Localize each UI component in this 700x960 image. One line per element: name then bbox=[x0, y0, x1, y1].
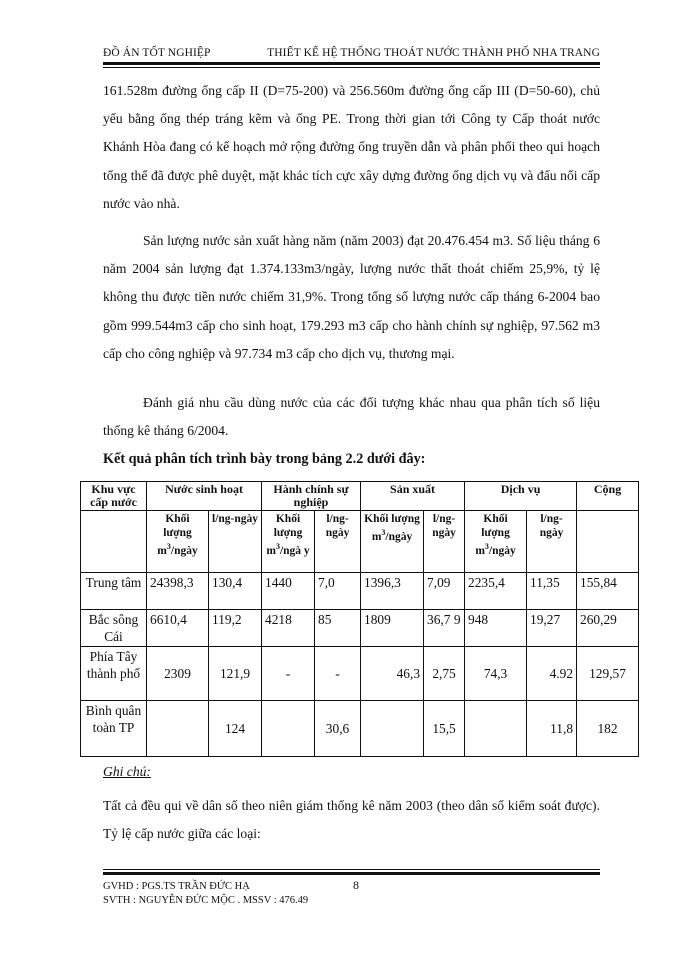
table-cell: 130,4 bbox=[209, 573, 262, 610]
subheader-volume: Khối lượng $m^3$/ngày bbox=[465, 511, 527, 573]
footer-rule-thick bbox=[103, 872, 600, 875]
subheader-per-capita: l/ng-ngày bbox=[527, 511, 577, 573]
footer-advisor: GVHD : PGS.TS TRẦN ĐỨC HẠ bbox=[103, 881, 250, 892]
table-cell: 4218 bbox=[262, 610, 315, 647]
table-header-row bbox=[81, 482, 639, 511]
row-area: Bình quân toàn TP bbox=[81, 701, 147, 757]
header-services: Dịch vụ bbox=[465, 482, 577, 511]
table-cell: 36,7 9 bbox=[424, 610, 465, 647]
table-cell: 948 bbox=[465, 610, 527, 647]
table-cell: 6610,4 bbox=[147, 610, 209, 647]
table-cell: 119,2 bbox=[209, 610, 262, 647]
subheader-per-capita: l/ng-ngày bbox=[209, 511, 262, 573]
table-cell: 74,3 bbox=[465, 647, 527, 701]
page-footer bbox=[103, 880, 600, 908]
row-area: Bắc sông Cái bbox=[81, 610, 147, 647]
table-cell: 11,8 bbox=[527, 701, 577, 757]
table-cell: 182 bbox=[577, 701, 639, 757]
table-row bbox=[81, 573, 639, 610]
header-domestic: Nước sinh hoạt bbox=[147, 482, 262, 511]
table-cell: 19,27 bbox=[527, 610, 577, 647]
subheader-per-capita: l/ng-ngày bbox=[315, 511, 361, 573]
water-demand-table bbox=[80, 481, 639, 757]
header-right: THIẾT KẾ HỆ THỐNG THOÁT NƯỚC THÀNH PHỐ NHA TRANG bbox=[267, 47, 600, 59]
table-cell: 129,57 bbox=[577, 647, 639, 701]
header-area: Khu vực cấp nước bbox=[81, 482, 147, 511]
header-rule-thin bbox=[103, 67, 600, 68]
table-cell: - bbox=[262, 647, 315, 701]
table-cell: 260,29 bbox=[577, 610, 639, 647]
table-cell: 124 bbox=[209, 701, 262, 757]
table-cell: 2309 bbox=[147, 647, 209, 701]
page-header bbox=[103, 39, 600, 59]
table-cell: 11,35 bbox=[527, 573, 577, 610]
table-cell bbox=[262, 701, 315, 757]
row-area: Trung tâm bbox=[81, 573, 147, 610]
body-paragraph-3: Đánh giá nhu cầu dùng nước của các đối tượng khác nhau qua phân tích số liệu thống kê tháng 6/2004. bbox=[103, 395, 600, 439]
subheader-volume: Khối lượng $m^3$/ngày bbox=[361, 511, 424, 573]
header-administrative: Hành chính sự nghiệp bbox=[262, 482, 361, 511]
table-cell bbox=[465, 701, 527, 757]
row-area: Phía Tây thành phố bbox=[81, 647, 147, 701]
page-number: 8 bbox=[353, 878, 359, 892]
table-cell: 24398,3 bbox=[147, 573, 209, 610]
table-cell: 121,9 bbox=[209, 647, 262, 701]
table-cell: 2,75 bbox=[424, 647, 465, 701]
table-row bbox=[81, 610, 639, 647]
table-row bbox=[81, 701, 639, 757]
header-left: ĐỒ ÁN TỐT NGHIỆP bbox=[103, 47, 211, 59]
table-row bbox=[81, 647, 639, 701]
table-cell: - bbox=[315, 647, 361, 701]
table-cell: 2235,4 bbox=[465, 573, 527, 610]
table-cell bbox=[361, 701, 424, 757]
header-production: Sản xuất bbox=[361, 482, 465, 511]
body-paragraph-1: 161.528m đường ống cấp II (D=75-200) và 256.560m đường ống cấp III (D=50-60), chủ yếu bằng ống thép tráng kẽm và ống PE. Trong thời gian tới Công ty Cấp thoát nước Khánh Hòa đang có kế hoạch mở rộng đường ống truyền dẫn và phân phối theo qui hoạch tổng thể đã được phê duyệt, mặt khác tích cực xây dựng đường ống dịch vụ và đấu nối cấp nước vào nhà. bbox=[103, 83, 600, 211]
table-subheader-row bbox=[81, 511, 639, 573]
table-cell: 15,5 bbox=[424, 701, 465, 757]
table-caption: Kết quả phân tích trình bày trong bảng 2.2 dưới đây: bbox=[103, 451, 426, 467]
footer-student: SVTH : NGUYỄN ĐỨC MỘC . MSSV : 476.49 bbox=[103, 895, 309, 906]
table-cell: 7,09 bbox=[424, 573, 465, 610]
table-cell: 1440 bbox=[262, 573, 315, 610]
table-cell bbox=[147, 701, 209, 757]
footer-rule-thin bbox=[103, 869, 600, 870]
body-paragraph-2: Sản lượng nước sản xuất hàng năm (năm 2003) đạt 20.476.454 m3. Số liệu tháng 6 năm 2004 sản lượng đạt 1.374.133m3/ngày, lượng nước thất thoát chiếm 25,9%, tỷ lệ không thu được tiền nước chiếm 31,9%. Trong tổng số lượng nước cấp tháng 6-2004 bao gồm 999.544m3 cấp cho sinh hoạt, 179.293 m3 cấp cho hành chính sự nghiệp, 97.562 m3 cấp cho công nghiệp và 97.734 m3 cấp cho dịch vụ, thương mại. bbox=[103, 233, 600, 361]
note-label: Ghi chú: bbox=[103, 764, 151, 779]
subheader-volume: Khối lượng $m^3$/ngày bbox=[147, 511, 209, 573]
table-cell: 85 bbox=[315, 610, 361, 647]
body-paragraph-4: Tất cả đều qui về dân số theo niên giám thống kê năm 2003 (theo dân số kiểm soát được). Tỷ lệ cấp nước giữa các loại: bbox=[103, 798, 600, 842]
table-cell: 155,84 bbox=[577, 573, 639, 610]
subheader-per-capita: l/ng-ngày bbox=[424, 511, 465, 573]
table-cell: 30,6 bbox=[315, 701, 361, 757]
table-cell: 4.92 bbox=[527, 647, 577, 701]
table-cell: 7,0 bbox=[315, 573, 361, 610]
table-cell: 46,3 bbox=[361, 647, 424, 701]
header-rule-thick bbox=[103, 62, 600, 65]
table-cell: 1809 bbox=[361, 610, 424, 647]
subheader-volume: Khối lượng $m^3$/ngà y bbox=[262, 511, 315, 573]
header-total: Cộng bbox=[577, 482, 639, 511]
table-cell: 1396,3 bbox=[361, 573, 424, 610]
